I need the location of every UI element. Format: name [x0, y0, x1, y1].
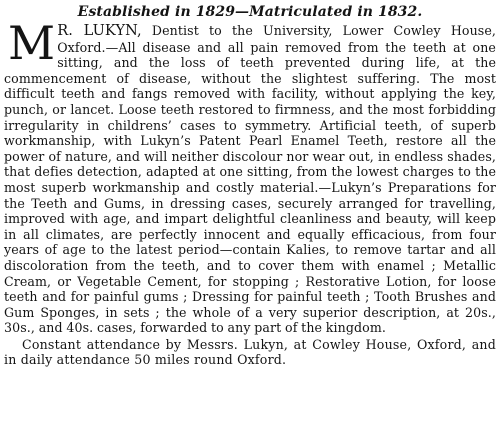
advertiser-name: R. LUKYN,	[57, 23, 142, 39]
advertisement	[4, 2, 496, 368]
advertisement-header: Established in 1829—Matriculated in 1832.	[77, 4, 423, 20]
advertisement-closing-paragraph: Constant attendance by Messrs. Lukyn, at Cowley House, Oxford, and in daily attendance 50 miles round Oxford.	[4, 336, 496, 368]
advertisement-body-paragraph	[4, 16, 497, 336]
advertisement-body-text: Dentist to the University, Lower Cowley House, Oxford.—All disease and all pain removed from the teeth at one sitting, and the loss of teeth prevented during life, at the commencement of disease, without the slightest suffering. The most difficult teeth and fangs removed with facility, without applying the key, punch, or lancet. Loose teeth restored to firmness, and the most forbidding irregularity in childrens’ cases to symmetry. Artificial teeth, of superb workmanship, with Lukyn’s Patent Pearl Enamel Teeth, restore all the power of nature, and will neither discolour nor wear out, in endless shades, that defies detection, adapted at one sitting, from the lowest charges to the most superb workmanship and costly material.—Lukyn’s Preparations for the Teeth and Gums, in dressing cases, securely arranged for travelling, improved with age, and impart delightful cleanliness and beauty, will keep in all climates, are perfectly innocent and equally efficacious, from four years of age to the latest period—contain Kalies, to remove tartar and all discoloration from the teeth, and to cover them with enamel ; Metallic Cream, or Vegetable Cement, for stopping ; Restorative Lotion, for loose teeth and for painful gums ; Dressing for painful teeth ; Tooth Brushes and Gum Sponges, in sets ; the whole of a very superior description, at 20s., 30s., and 40s. cases, forwarded to any part of the kingdom.	[4, 23, 497, 336]
drop-cap-letter: M	[8, 16, 56, 70]
